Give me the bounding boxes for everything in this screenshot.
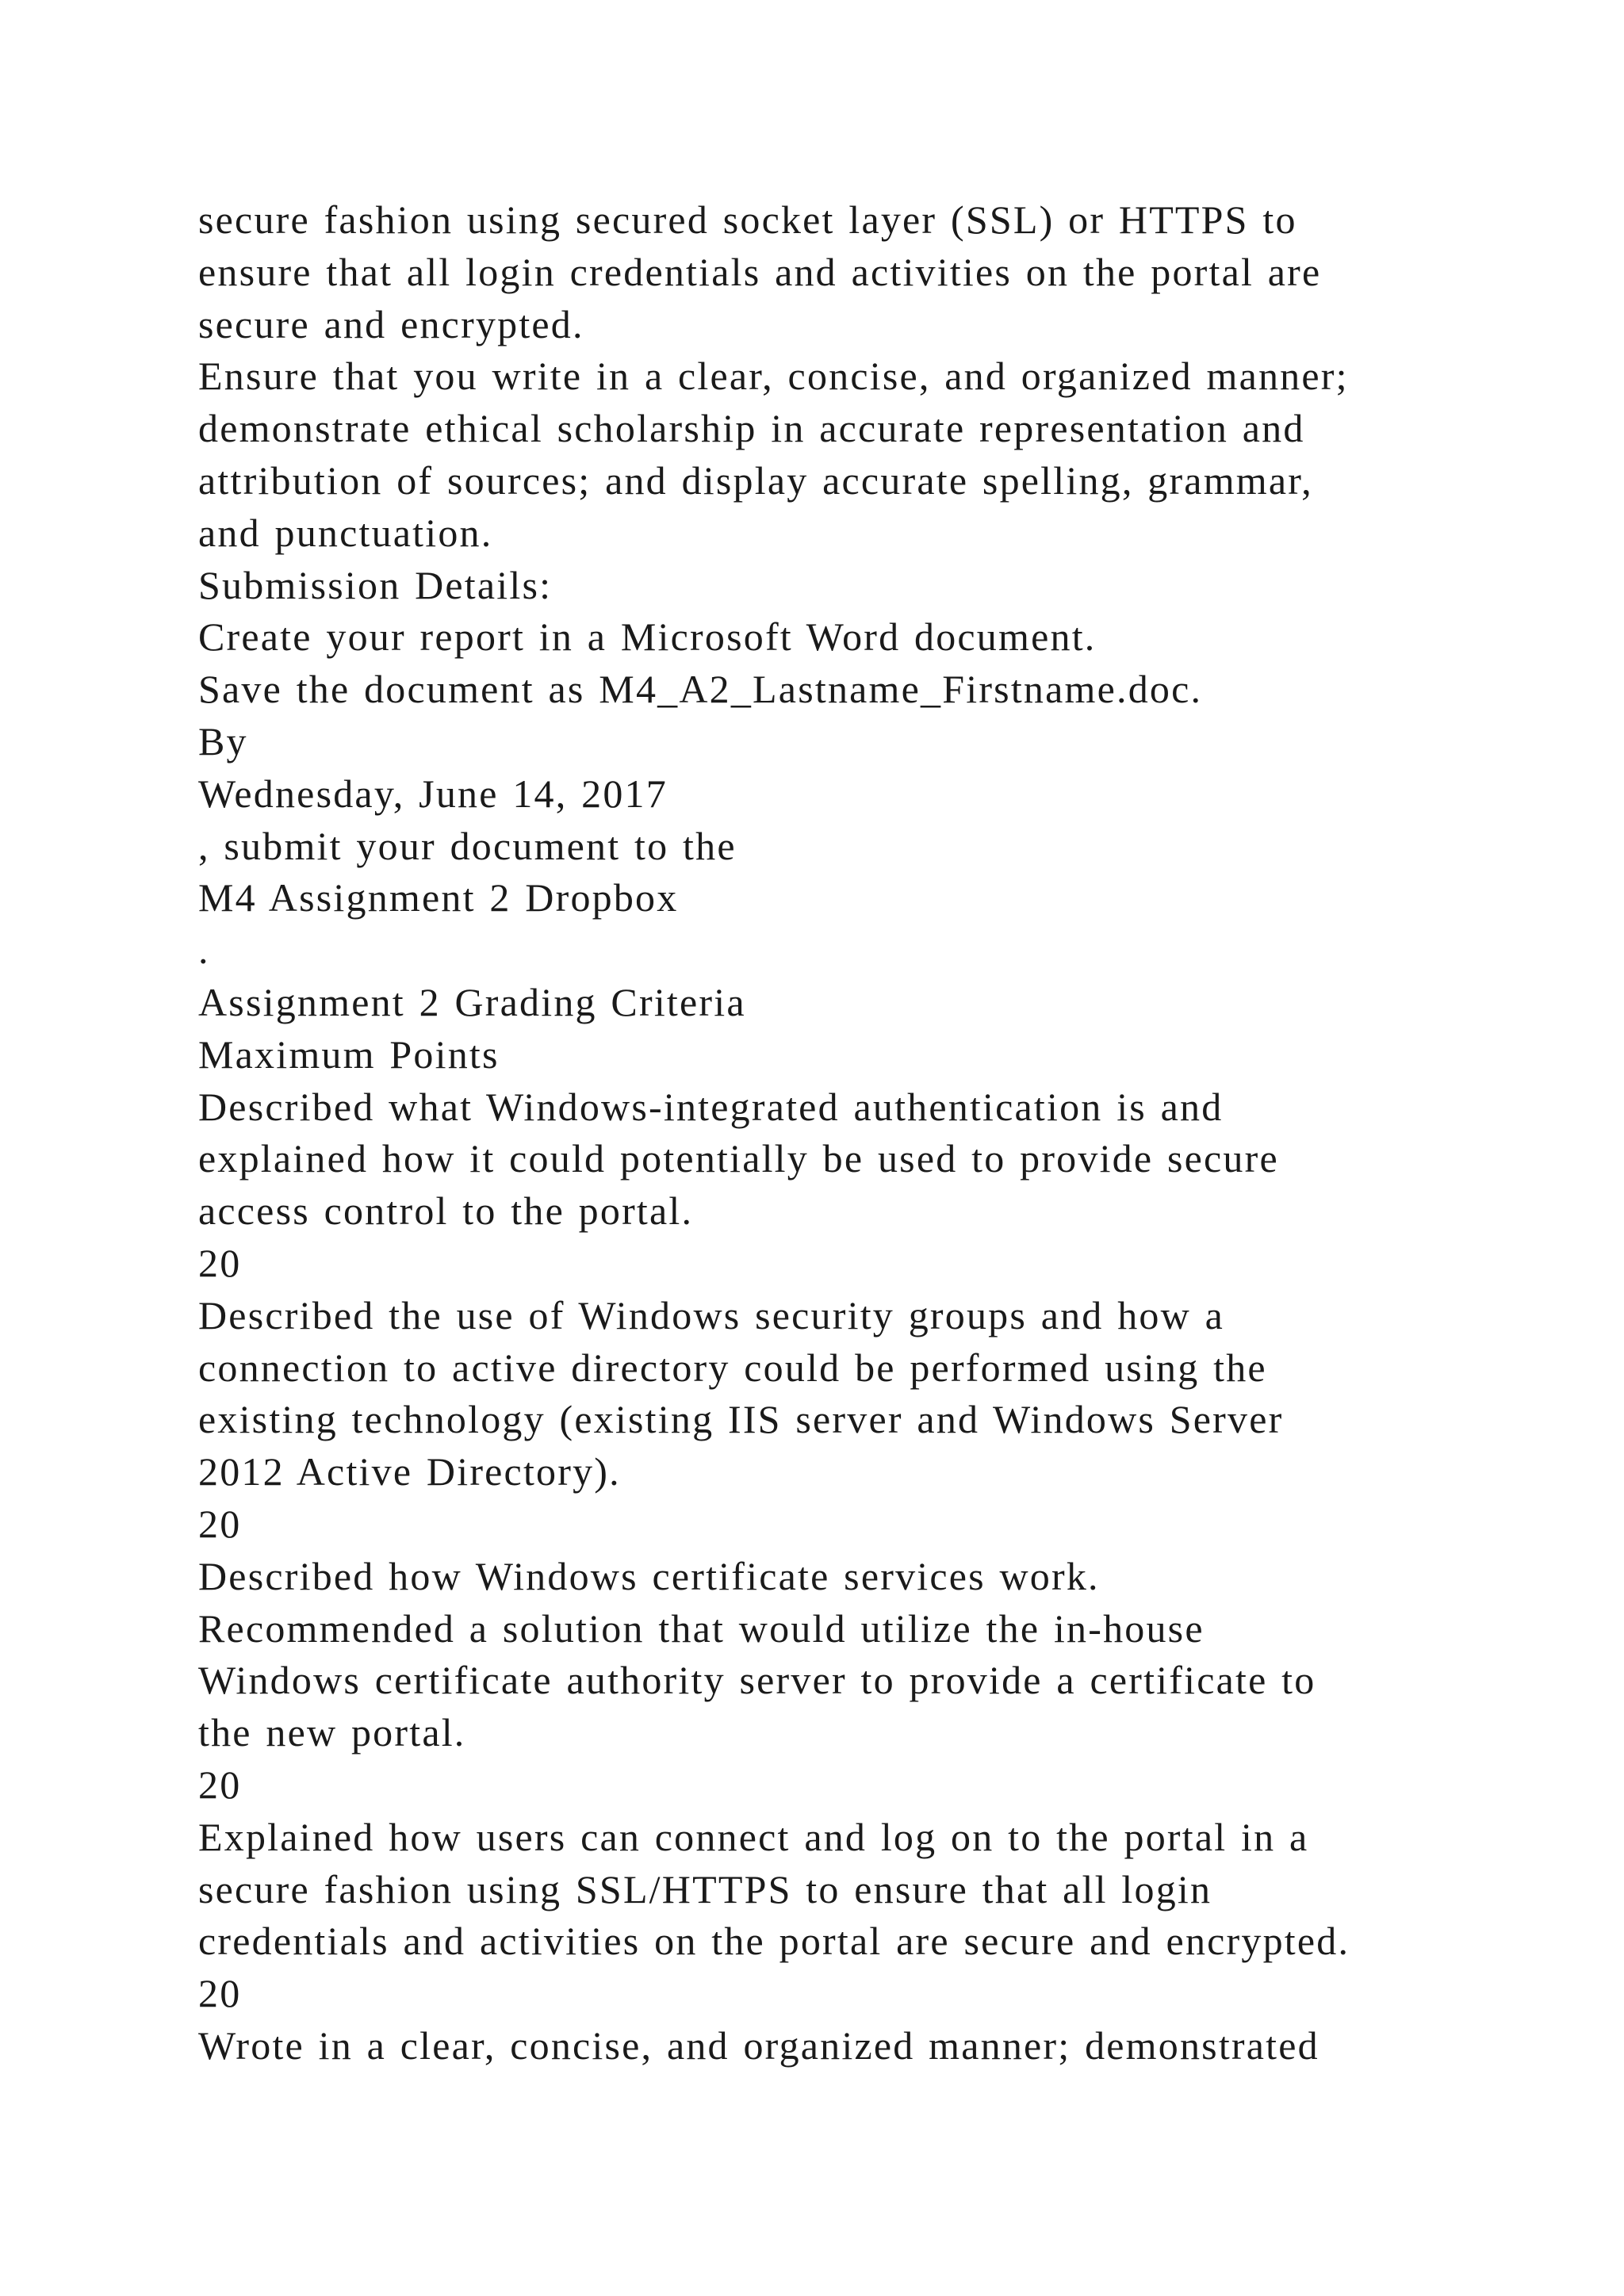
text-line: ensure that all login credentials and activities on the portal are bbox=[198, 249, 1322, 294]
text-line: demonstrate ethical scholarship in accurate representation and bbox=[198, 406, 1305, 451]
criterion-text: Recommended a solution that would utilize the in-house bbox=[198, 1605, 1205, 1651]
text-line: Save the document as M4_A2_Lastname_Firstname.doc. bbox=[198, 667, 1203, 712]
criterion-text: the new portal. bbox=[198, 1710, 466, 1755]
text-line: Create your report in a Microsoft Word document. bbox=[198, 614, 1097, 660]
grading-criteria-heading: Assignment 2 Grading Criteria bbox=[198, 979, 746, 1024]
criterion-text: explained how it could potentially be used to provide secure bbox=[198, 1136, 1279, 1181]
dropbox-name: M4 Assignment 2 Dropbox bbox=[198, 875, 679, 920]
document-text bbox=[198, 194, 1507, 2072]
criterion-text: Described the use of Windows security groups and how a bbox=[198, 1292, 1224, 1337]
text-line: and punctuation. bbox=[198, 510, 493, 555]
text-line: By bbox=[198, 718, 248, 763]
criterion-points: 20 bbox=[198, 1501, 242, 1546]
criterion-points: 20 bbox=[198, 1762, 242, 1807]
text-line: Ensure that you write in a clear, concise, and organized manner; bbox=[198, 354, 1349, 399]
criterion-text: Explained how users can connect and log on to the portal in a bbox=[198, 1814, 1309, 1859]
section-heading: Submission Details: bbox=[198, 562, 553, 607]
criterion-text: Windows certificate authority server to provide a certificate to bbox=[198, 1658, 1316, 1703]
due-date: Wednesday, June 14, 2017 bbox=[198, 771, 668, 816]
criterion-text: credentials and activities on the portal are secure and encrypted. bbox=[198, 1919, 1350, 1964]
criterion-text: Described how Windows certificate services work. bbox=[198, 1553, 1100, 1598]
text-line: secure and encrypted. bbox=[198, 301, 584, 346]
max-points-heading: Maximum Points bbox=[198, 1031, 500, 1077]
criterion-text: access control to the portal. bbox=[198, 1188, 694, 1234]
criterion-text: secure fashion using SSL/HTTPS to ensure that all login bbox=[198, 1866, 1212, 1911]
criterion-text: Wrote in a clear, concise, and organized manner; demonstrated bbox=[198, 2022, 1320, 2068]
criterion-text: 2012 Active Directory). bbox=[198, 1449, 621, 1494]
criterion-text: connection to active directory could be performed using the bbox=[198, 1345, 1267, 1390]
text-line: attribution of sources; and display accurate spelling, grammar, bbox=[198, 457, 1313, 503]
text-line: . bbox=[198, 928, 210, 973]
criterion-text: Described what Windows-integrated authentication is and bbox=[198, 1084, 1224, 1129]
criterion-text: existing technology (existing IIS server and Windows Server bbox=[198, 1397, 1284, 1442]
text-line: , submit your document to the bbox=[198, 823, 737, 868]
criterion-points: 20 bbox=[198, 1971, 242, 2016]
criterion-points: 20 bbox=[198, 1240, 242, 1285]
text-line: secure fashion using secured socket layer (SSL) or HTTPS to bbox=[198, 197, 1297, 242]
